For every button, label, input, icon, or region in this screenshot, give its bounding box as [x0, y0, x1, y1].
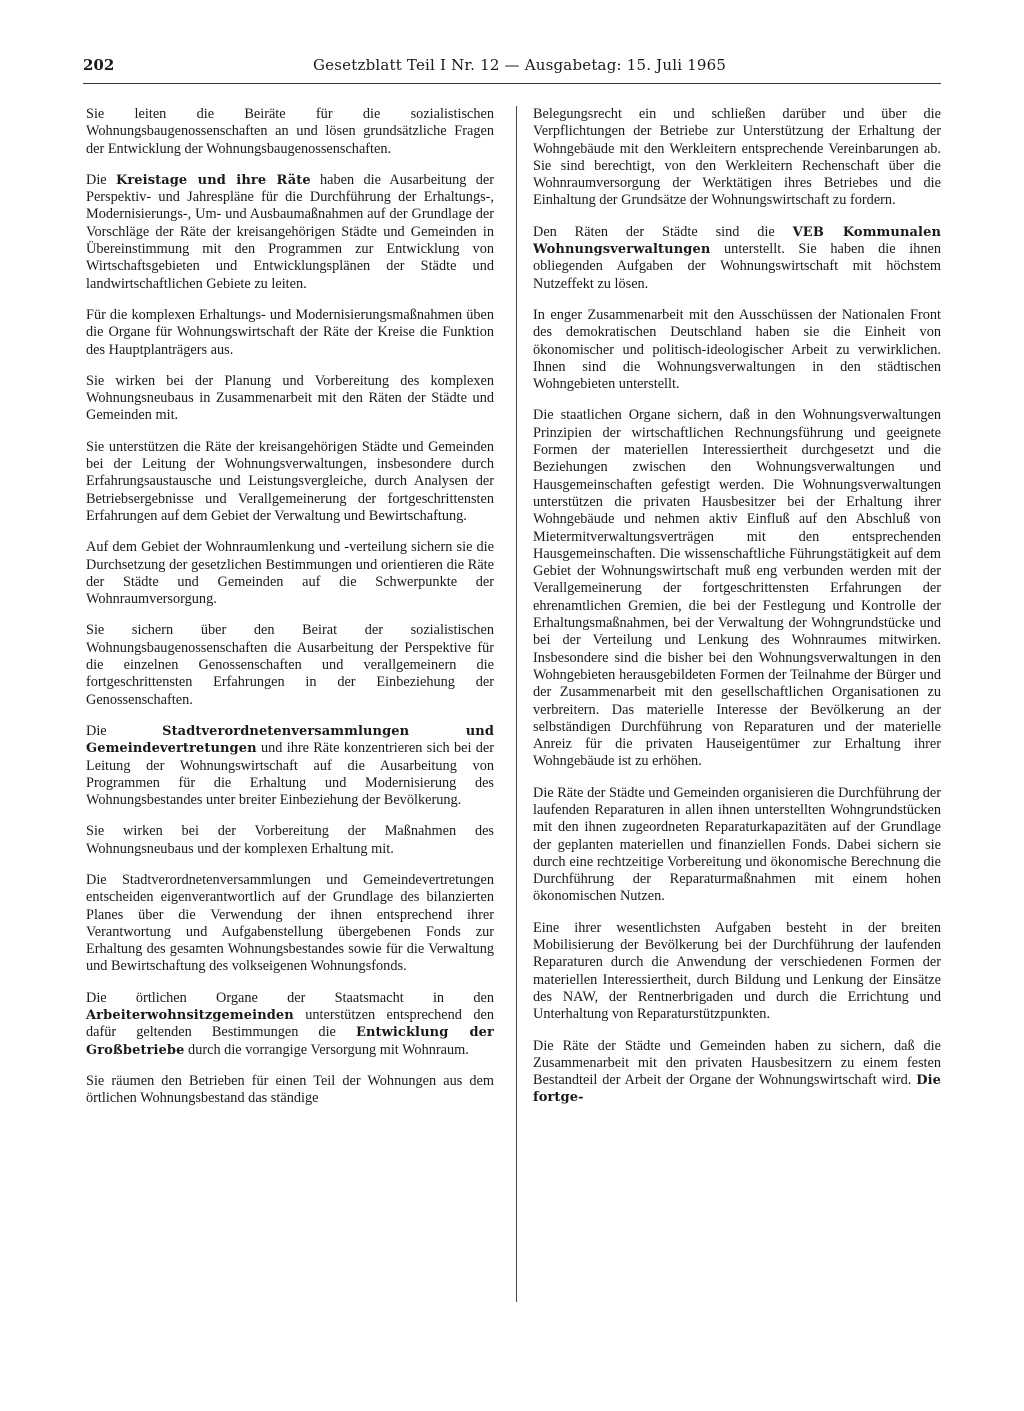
text-run: Die	[86, 722, 163, 739]
page-number: 202	[83, 56, 115, 74]
paragraph	[533, 785, 941, 906]
text-run: Den Räten der Städte sind die	[533, 223, 793, 240]
left-column	[86, 106, 494, 1122]
text-run: und ihre Räte konzentrieren sich bei der Leitung der Wohnungswirtschaft auf die Ausarbeitung von Programmen für die Erhaltung und Modernisierung des Wohnungsbestandes unter breiter Einbeziehung der Bevölkerung.	[86, 740, 494, 809]
text-run: Sie wirken bei der Vorbereitung der Maßnahmen des Wohnungsneubaus und der komplexen Erhaltung mit.	[86, 823, 494, 857]
text-run: Die örtlichen Organe der Staatsmacht in den	[86, 989, 494, 1006]
text-run: Die Räte der Städte und Gemeinden haben zu sichern, daß die Zusammenarbeit mit den privaten Hausbesitzern zu einem festen Bestandteil der Arbeit der Organe der Wohnungswirtschaft wird.	[533, 1037, 941, 1089]
paragraph	[533, 106, 941, 210]
paragraph	[86, 823, 494, 858]
text-run: haben die Ausarbeitung der Perspektiv- und Jahrespläne für die Durchführung der Erhaltungs-, Modernisierungs-, Um- und Ausbaumaßnahmen auf der Grundlage der Vorschläge der Räte der kreisangehörigen Städte und Gemeinden in Übereinstimmung mit den Programmen zur Entwicklung von Wirtschaftsgebieten und Entwicklungsplänen der Städte und landwirtschaftlichen Gebiete zu leiten.	[86, 171, 494, 292]
text-run: Die Stadtverordnetenversammlungen und Gemeindevertretungen entscheiden eigenverantwortlich auf der Grundlage des bilanzierten Planes über die Verwendung der ihnen entsprechend ihrer Verantwortung und Aufgabenstellung übergebenen Fonds zur Erhaltung des gesamten Wohnungsbestandes sowie für die Verwaltung und Bewirtschaftung des volkseigenen Wohnungsfonds.	[86, 871, 494, 975]
bold-term: Die fortge-	[533, 1073, 941, 1106]
text-run: In enger Zusammenarbeit mit den Ausschüssen der Nationalen Front des demokratischen Deutschland haben sie die Einheit von ökonomischer und politisch-ideologischer Arbeit zu verwirklichen. Ihnen sind die Wohnungsverwaltungen in den städtischen Wohngebieten unterstellt.	[533, 306, 941, 393]
text-run: Belegungsrecht ein und schließen darüber und über die Verpflichtungen der Betriebe zur Unterstützung der Erhaltung der Wohngebäude mit den Werkleitern entsprechende Vereinbarungen ab. Sie sind berechtigt, von den Werkleitern Rechenschaft über die Wohnraumversorgung der Werktätigen ihres Betriebes und die Einhaltung der Grundsätze der Wohnungswirtschaft zu fordern.	[533, 106, 941, 209]
text-run: Sie räumen den Betrieben für einen Teil der Wohnungen aus dem örtlichen Wohnungsbestand das ständige	[86, 1072, 494, 1107]
text-run: Sie leiten die Beiräte für die sozialistischen Wohnungsbaugenossenschaften an und lösen grundsätzliche Fragen der Entwicklung der Wohnungsbaugenossenschaften.	[86, 106, 494, 157]
paragraph	[86, 622, 494, 708]
column-divider	[516, 106, 517, 1302]
text-run: Sie wirken bei der Planung und Vorbereitung des komplexen Wohnungsneubaus in Zusammenarbeit mit den Räten der Städte und Gemeinden mit.	[86, 372, 494, 424]
text-run: Auf dem Gebiet der Wohnraumlenkung und -verteilung sichern sie die Durchsetzung der gesetzlichen Bestimmungen und orientieren die Räte der Städte und Gemeinden auf die Schwerpunkte der Wohnraumversorgung.	[86, 539, 494, 608]
text-run: durch die vorrangige Versorgung mit Wohnraum.	[184, 1041, 469, 1058]
paragraph	[533, 407, 941, 770]
page-header	[83, 56, 941, 80]
running-title: Gesetzblatt Teil I Nr. 12 — Ausgabetag: 15. Juli 1965	[313, 56, 727, 74]
text-run: Die Räte der Städte und Gemeinden organisieren die Durchführung der laufenden Reparaturen in allen ihnen unterstellten Wohngrundstücken mit den ihnen zugeordneten Reparaturkapazitäten auf der Grundlage der geplanten materiellen und finanziellen Fonds. Dabei sichern sie durch eine rechtzeitige Vorbereitung und ökonomische Berechnung die Durchführung der Reparaturmaßnahmen mit einem hohen ökonomischen Nutzen.	[533, 784, 941, 905]
paragraph	[86, 1073, 494, 1108]
paragraph	[533, 1038, 941, 1107]
paragraph	[533, 224, 941, 293]
bold-term: Kreistage und ihre Räte	[115, 172, 311, 188]
paragraph	[86, 172, 494, 293]
paragraph	[86, 539, 494, 608]
text-run: Die	[86, 171, 116, 188]
bold-term: VEB Kommunalen Wohnungsverwaltungen	[533, 224, 942, 258]
text-run: Die staatlichen Organe sichern, daß in den Wohnungsverwaltungen Prinzipien der wirtschaftlichen Rechnungsführung und geeignete Formen der materiellen Interessiertheit durchgesetzt und die Beziehungen zwischen den Wohnungsverwaltungen und Hausgemeinschaften gefestigt werden. Die Wohnungsverwaltungen unterstützen die privaten Hausbesitzer bei der Erhaltung ihrer Wohngebäude und nehmen aktiv Einfluß auf den Abschluß von Mietermitverwaltungsverträgen mit den entsprechenden Hausgemeinschaften. Die wissenschaftliche Führungstätigkeit auf dem Gebiet der Wohnungswirtschaft muß eng verbunden werden mit der Verallgemeinerung der fortgeschrittensten Erfahrungen der ehrenamtlichen Gremien, die bei der Festlegung und Kontrolle der Erhaltungsmaßnahmen, bei der Verwaltung der Wohngrundstücke und bei der Verteilung und Lenkung des Wohnraumes mitwirken. Insbesondere sind die bisher bei den Wohnungsverwaltungen in den Wohngebieten herausgebildeten Formen der Teilnahme der Bürger und der Zusammenarbeit mit den gesellschaftlichen Organisationen zu verbreitern. Das materielle Interesse der Bevölkerung an der selbständigen Durchführung von Reparaturen und der materielle Anreiz für die privaten Hauseigentümer zur Erhaltung ihrer Wohngebäude ist zu erhöhen.	[533, 407, 941, 770]
bold-term: Entwicklung der Großbetriebe	[86, 1025, 494, 1058]
paragraph	[86, 872, 494, 976]
paragraph	[86, 439, 494, 525]
text-run: Sie unterstützen die Räte der kreisangehörigen Städte und Gemeinden bei der Leitung der Wohnungsverwaltungen, insbesondere durch Erfahrungsaustausche und Leistungsvergleiche, durch Analysen der Betriebsergebnisse und Verallgemeinerung der fortgeschrittensten Erfahrungen auf dem Gebiet der Verwaltung und Bewirtschaftung.	[86, 438, 494, 524]
paragraph	[86, 990, 494, 1059]
text-run: unterstellt. Sie haben die ihnen obliegenden Aufgaben der Wohnungswirtschaft mit höchstem Nutzeffekt zu lösen.	[533, 241, 941, 292]
bold-term: Stadtverordnetenversammlungen und Gemeindevertretungen	[86, 723, 495, 757]
paragraph	[86, 723, 494, 809]
bold-term: Arbeiterwohnsitzgemeinden	[86, 1008, 294, 1024]
paragraph	[86, 373, 494, 425]
text-run: unterstützen entsprechend den dafür geltenden Bestimmungen die	[86, 1007, 494, 1041]
text-run: Eine ihrer wesentlichsten Aufgaben besteht in der breiten Mobilisierung der Bevölkerung bei der Durchführung der laufenden Reparaturen durch die Anwendung der verschiedenen Formen der materiellen Interessiertheit, durch Bildung und Lenkung der Einsätze des NAW, der Rentnerbrigaden und durch die Errichtung und Unterhaltung von Reparaturstützpunkten.	[533, 919, 941, 1023]
header-rule	[83, 83, 941, 84]
text-run: Für die komplexen Erhaltungs- und Modernisierungsmaßnahmen üben die Organe für Wohnungswirtschaft der Räte der Kreise die Funktion des Hauptplanträgers aus.	[86, 306, 494, 358]
paragraph	[86, 106, 494, 158]
paragraph	[533, 920, 941, 1024]
right-column	[533, 106, 941, 1121]
paragraph	[533, 307, 941, 393]
text-run: Sie sichern über den Beirat der sozialistischen Wohnungsbaugenossenschaften die Ausarbeitung der Perspektive für die einzelnen Genossenschaften und verallgemeinern die fortgeschrittensten Erfahrungen in der Einbeziehung der Genossenschaften.	[86, 622, 494, 708]
paragraph	[86, 307, 494, 359]
